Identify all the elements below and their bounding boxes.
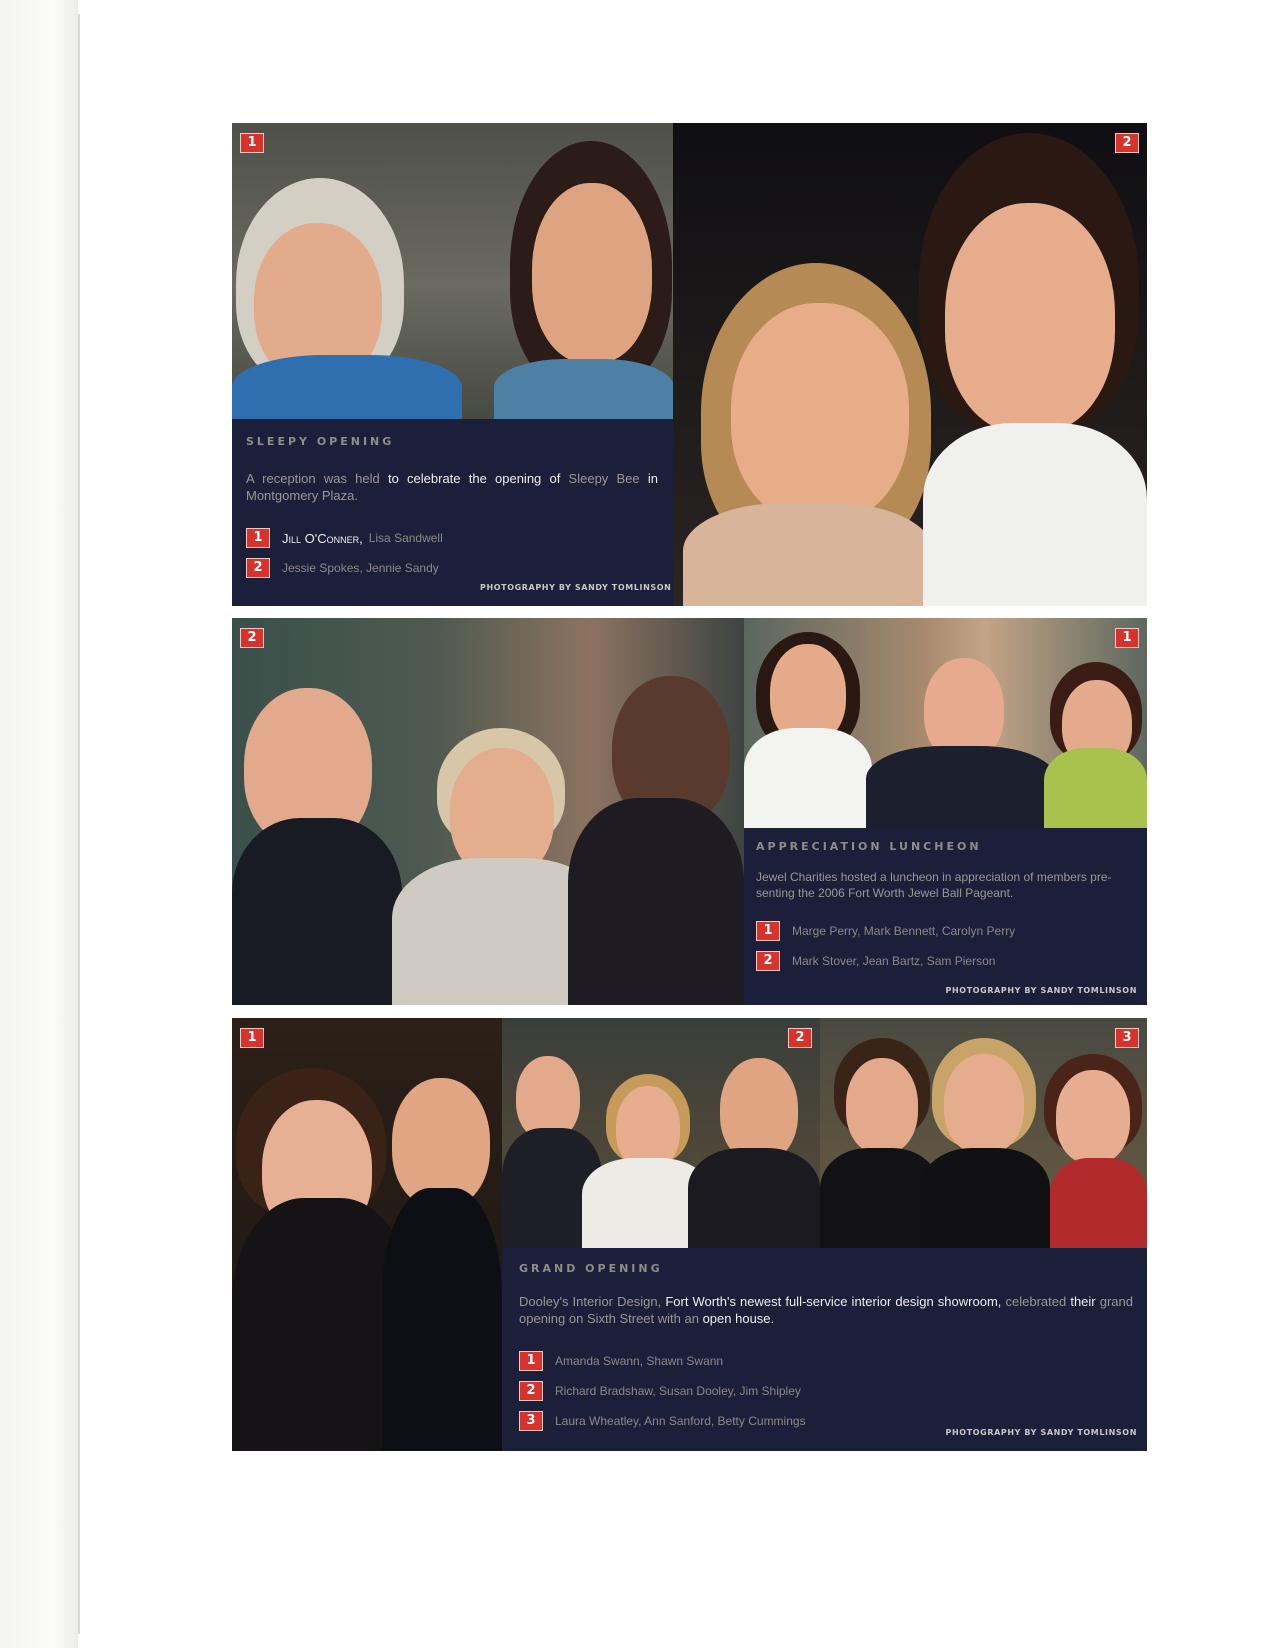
person-figure <box>232 123 673 419</box>
section-heading: APPRECIATION LUNCHEON <box>756 840 982 853</box>
photo-2 <box>502 1018 820 1248</box>
page-edge <box>78 14 80 1634</box>
section-info <box>246 435 658 578</box>
photo-number-badge: 1 <box>240 1028 264 1048</box>
person-figure <box>232 618 744 1005</box>
person-figure <box>820 1018 1147 1248</box>
photo-1 <box>744 618 1147 828</box>
section-heading: SLEEPY OPENING <box>246 435 395 448</box>
person-figure <box>502 1018 820 1248</box>
photo-number-badge: 2 <box>1115 133 1139 153</box>
photo-3 <box>820 1018 1147 1248</box>
section-appreciation-luncheon <box>232 618 1147 1005</box>
section-heading: GRAND OPENING <box>519 1262 663 1275</box>
photo-caption: 2 Richard Bradshaw, Susan Dooley, Jim Shipley <box>519 1381 1133 1401</box>
photo-number-badge: 1 <box>1115 628 1139 648</box>
photo-caption: 2 Mark Stover, Jean Bartz, Sam Pierson <box>756 951 1138 971</box>
photo-caption: 1 Jill O'Conner, Lisa Sandwell <box>246 528 658 548</box>
photo-number-badge: 1 <box>240 133 264 153</box>
photo-number-badge: 2 <box>240 628 264 648</box>
photo-caption: 2 Jessie Spokes, Jennie Sandy <box>246 558 658 578</box>
photo-1 <box>232 1018 502 1451</box>
section-description: Jewel Charities hosted a luncheon in appreciation of members pre- senting the 2006 Fort Worth Jewel Ball Pageant. <box>756 870 1112 900</box>
photo-number-badge: 3 <box>1115 1028 1139 1048</box>
section-grand-opening <box>232 1018 1147 1451</box>
person-figure <box>232 1018 502 1451</box>
photo-caption: 1 Amanda Swann, Shawn Swann <box>519 1351 1133 1371</box>
section-description: A reception was held to celebrate the opening of Sleepy Bee in Montgomery Plaza. <box>246 471 658 503</box>
photo-2 <box>673 123 1147 606</box>
photo-credit: PHOTOGRAPHY BY SANDY TOMLINSON <box>945 986 1137 995</box>
section-info <box>519 1262 1133 1431</box>
photo-caption: 1 Marge Perry, Mark Bennett, Carolyn Perry <box>756 921 1138 941</box>
photo-1 <box>232 123 673 419</box>
scan-margin <box>0 0 78 1648</box>
section-sleepy-opening <box>232 123 1147 606</box>
photo-credit: PHOTOGRAPHY BY SANDY TOMLINSON <box>480 583 672 592</box>
photo-2 <box>232 618 744 1005</box>
photo-number-badge: 2 <box>788 1028 812 1048</box>
section-info <box>756 840 1138 971</box>
person-figure <box>673 123 1147 606</box>
photo-credit: PHOTOGRAPHY BY SANDY TOMLINSON <box>945 1428 1137 1437</box>
photo-caption: 3 Laura Wheatley, Ann Sanford, Betty Cummings <box>519 1411 1133 1431</box>
section-description: Dooley's Interior Design, Fort Worth's newest full-service interior design showroom, celebrated their grand opening on Sixth Street with an open house. <box>519 1294 1133 1326</box>
person-figure <box>744 618 1147 828</box>
